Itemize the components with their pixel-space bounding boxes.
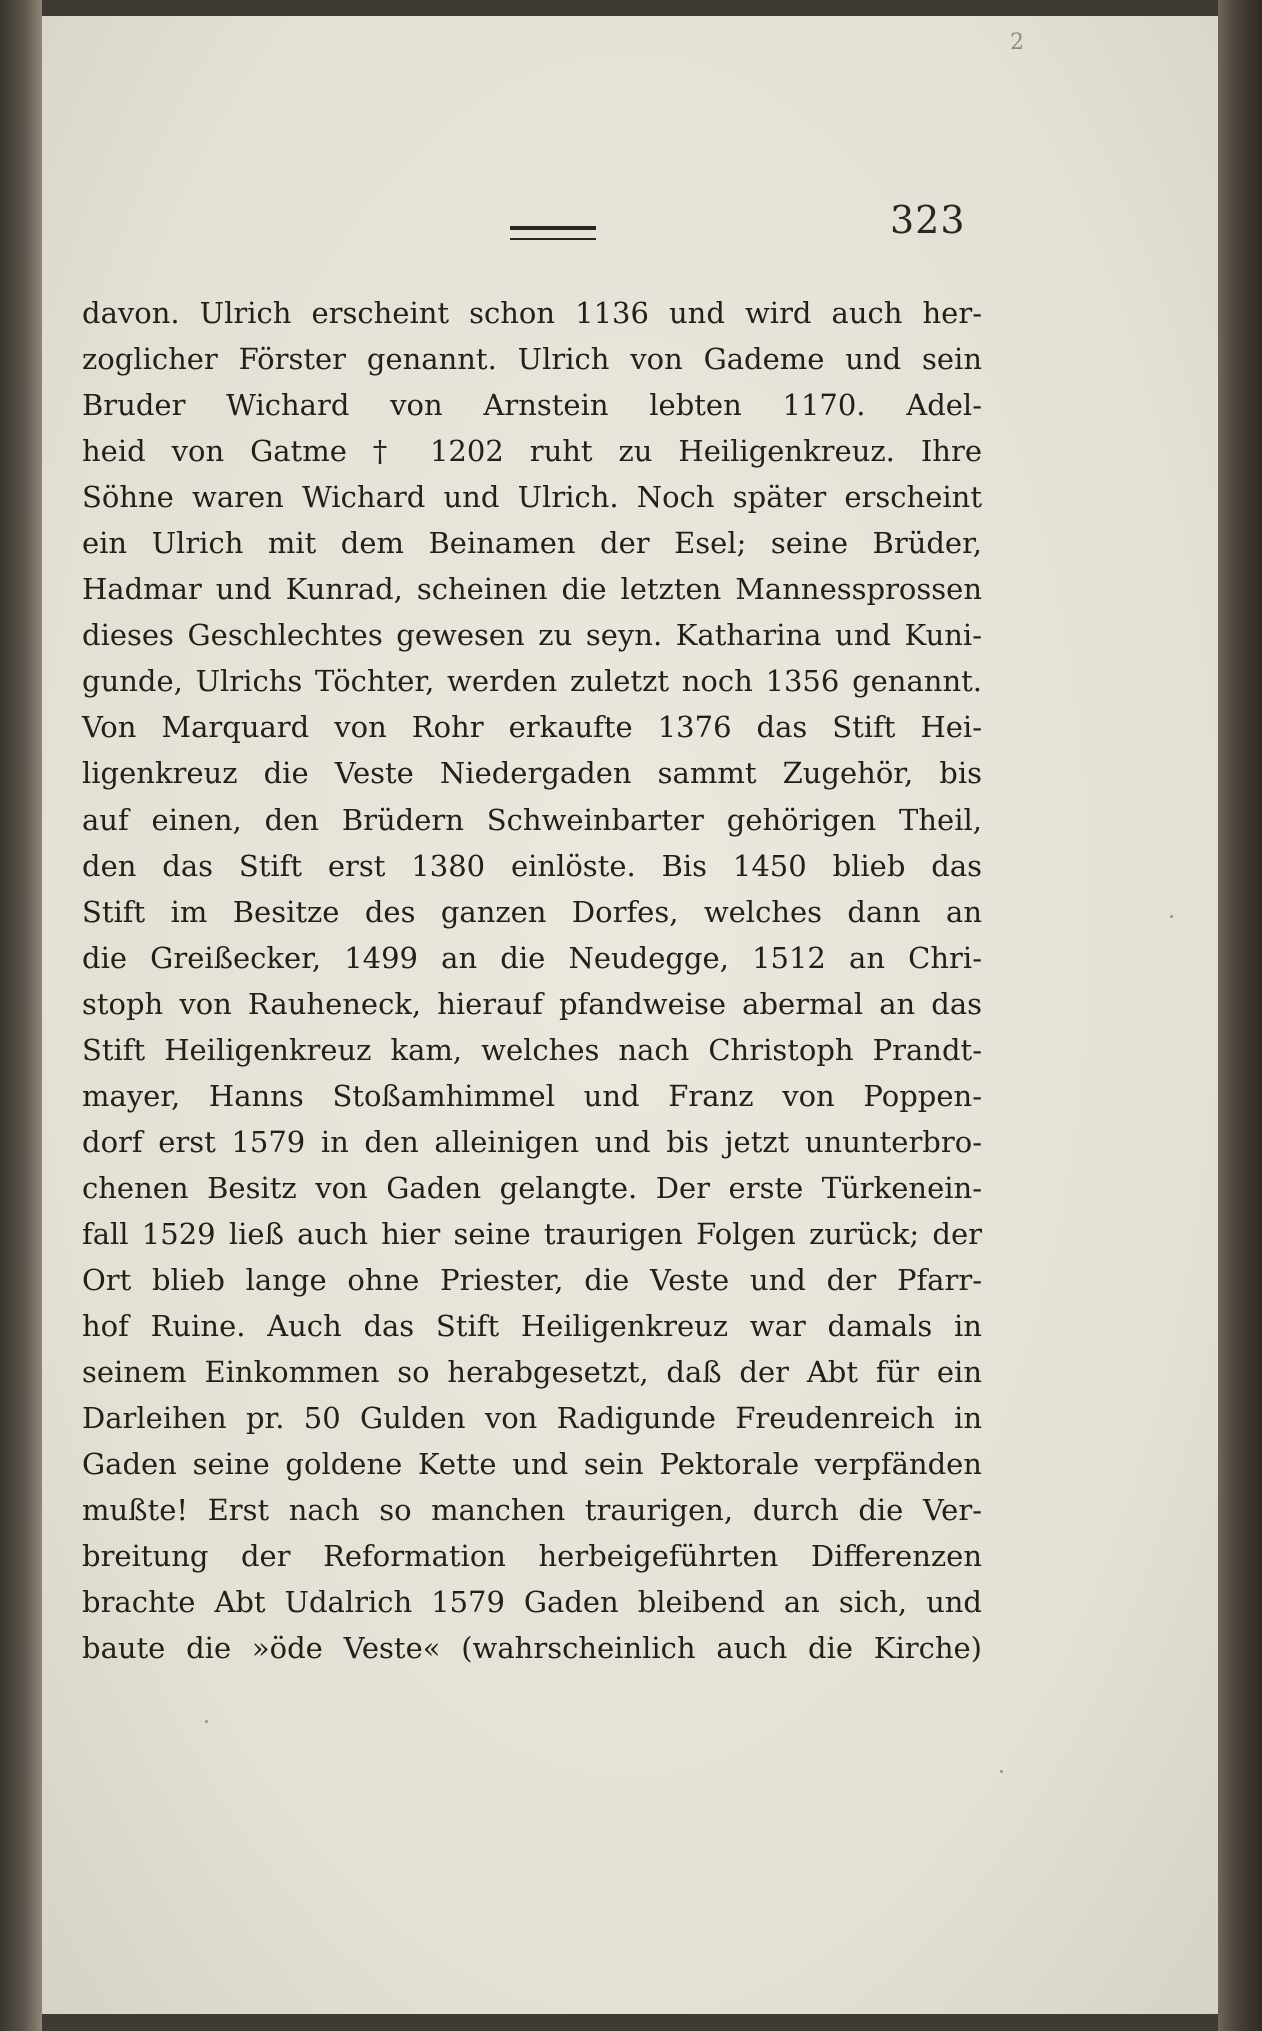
- paper-speck: [205, 1720, 208, 1723]
- text-line: mußte! Erst nach so manchen traurigen, durch die Ver-: [82, 1493, 982, 1528]
- text-line: gunde, Ulrichs Töchter, werden zuletzt noch 1356 genannt.: [82, 664, 982, 699]
- text-line: Bruder Wichard von Arnstein lebten 1170. Adel-: [82, 388, 982, 423]
- page-number: 323: [890, 198, 966, 242]
- text-line: mayer, Hanns Stoßamhimmel und Franz von Poppen-: [82, 1078, 982, 1113]
- text-line: stoph von Rauheneck, hierauf pfandweise abermal an das: [82, 986, 982, 1021]
- text-line: dorf erst 1579 in den alleinigen und bis jetzt ununterbro-: [82, 1124, 982, 1159]
- text-line: dieses Geschlechtes gewesen zu seyn. Katharina und Kuni-: [82, 618, 982, 653]
- text-line: Söhne waren Wichard und Ulrich. Noch später erscheint: [82, 480, 982, 515]
- text-line: Darleihen pr. 50 Gulden von Radigunde Freudenreich in: [82, 1401, 982, 1436]
- text-line: die Greißecker, 1499 an die Neudegge, 1512 an Chri-: [82, 940, 982, 975]
- text-line: Ort blieb lange ohne Priester, die Veste und der Pfarr-: [82, 1262, 982, 1297]
- book-spine-edge: [0, 0, 42, 2031]
- book-page-edge: [1218, 0, 1262, 2031]
- text-line: baute die »öde Veste« (wahrscheinlich auch die Kirche): [82, 1631, 982, 1666]
- text-line: ligenkreuz die Veste Niedergaden sammt Zugehör, bis: [82, 756, 982, 791]
- text-line: Von Marquard von Rohr erkaufte 1376 das Stift Hei-: [82, 710, 982, 745]
- text-line: Stift Heiligenkreuz kam, welches nach Christoph Prandt-: [82, 1032, 982, 1067]
- paper-speck: [1000, 1770, 1003, 1773]
- text-line: den das Stift erst 1380 einlöste. Bis 1450 blieb das: [82, 848, 982, 883]
- text-line: davon. Ulrich erscheint schon 1136 und wird auch her-: [82, 296, 982, 330]
- text-line: Stift im Besitze des ganzen Dorfes, welches dann an: [82, 894, 982, 929]
- text-line: fall 1529 ließ auch hier seine traurigen Folgen zurück; der: [82, 1216, 982, 1251]
- text-line: auf einen, den Brüdern Schweinbarter gehörigen Theil,: [82, 802, 982, 837]
- text-line: ein Ulrich mit dem Beinamen der Esel; seine Brüder,: [82, 526, 982, 561]
- header-rule: [510, 226, 596, 240]
- pencil-mark: 2: [1010, 30, 1024, 55]
- paper-speck: [1170, 915, 1173, 918]
- text-line: zoglicher Förster genannt. Ulrich von Gademe und sein: [82, 342, 982, 377]
- text-line: Gaden seine goldene Kette und sein Pektorale verpfänden: [82, 1447, 982, 1482]
- text-line: seinem Einkommen so herabgesetzt, daß der Abt für ein: [82, 1355, 982, 1390]
- text-line: chenen Besitz von Gaden gelangte. Der erste Türkenein-: [82, 1170, 982, 1205]
- body-text: [82, 290, 982, 1671]
- text-line: hof Ruine. Auch das Stift Heiligenkreuz war damals in: [82, 1309, 982, 1344]
- text-line: breitung der Reformation herbeigeführten Differenzen: [82, 1539, 982, 1574]
- text-line: Hadmar und Kunrad, scheinen die letzten Mannessprossen: [82, 572, 982, 607]
- text-line: heid von Gatme † 1202 ruht zu Heiligenkreuz. Ihre: [82, 434, 982, 469]
- text-line: brachte Abt Udalrich 1579 Gaden bleibend an sich, und: [82, 1585, 982, 1620]
